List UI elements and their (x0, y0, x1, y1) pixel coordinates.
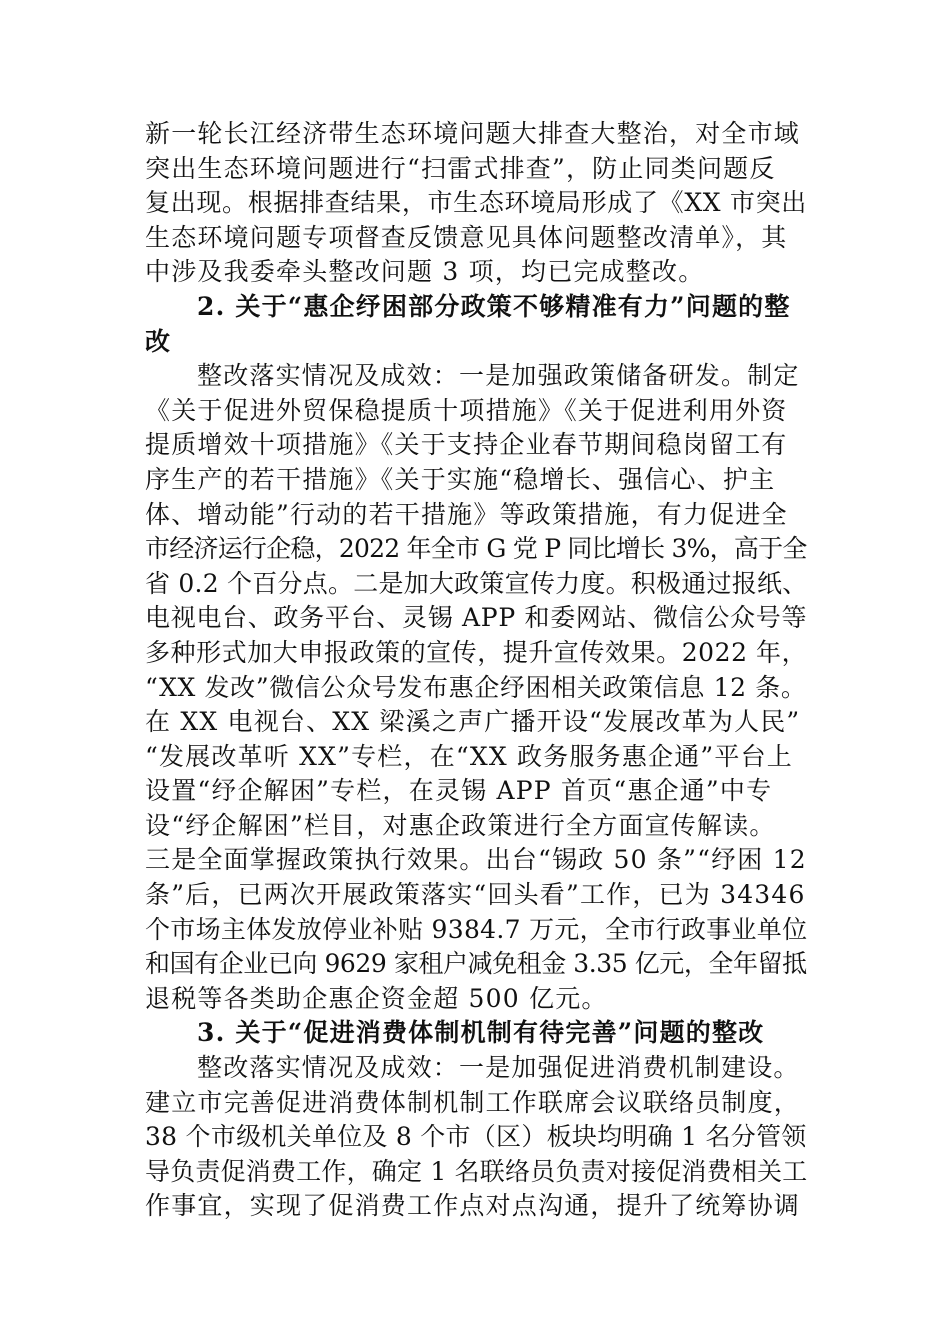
paragraph-line: 和国有企业已向 9629 家租户减免租金 3.35 亿元，全年留抵 (145, 949, 807, 979)
paragraph-line: 中涉及我委牵头整改问题 3 项，均已完成整改。 (145, 257, 705, 287)
paragraph-line: “发展改革听 XX”专栏，在“XX 政务服务惠企通”平台上 (145, 741, 794, 771)
paragraph-line: 导负责促消费工作，确定 1 名联络员负责对接促消费相关工 (145, 1156, 808, 1186)
section-heading-line: 2. 关于“惠企纾困部分政策不够精准有力”问题的整 (197, 291, 791, 321)
paragraph-line: 作事宜，实现了促消费工作点对点沟通，提升了统筹协调 (145, 1191, 801, 1221)
paragraph-line: 个市场主体发放停业补贴 9384.7 万元，全市行政事业单位 (145, 914, 808, 944)
paragraph-line: 建立市完善促进消费体制机制工作联席会议联络员制度， (145, 1087, 801, 1117)
paragraph-line: 在 XX 电视台、XX 梁溪之声广播开设“发展改革为人民” (145, 707, 801, 737)
paragraph-line: 序生产的若干措施》《关于实施“稳增长、强信心、护主 (145, 464, 776, 494)
paragraph-line: 提质增效十项措施》《关于支持企业春节期间稳岗留工有 (145, 430, 788, 460)
paragraph-line: “XX 发改”微信公众号发布惠企纾困相关政策信息 12 条。 (145, 672, 807, 702)
paragraph-line: 整改落实情况及成效：一是加强促进消费机制建设。 (197, 1053, 800, 1083)
paragraph-line: 电视电台、政务平台、灵锡 APP 和委网站、微信公众号等 (145, 603, 808, 633)
paragraph-line: 三是全面掌握政策执行效果。出台“锡政 50 条”“纾困 12 (145, 845, 807, 875)
paragraph-line: 条”后，已两次开展政策落实“回头看”工作，已为 34346 (145, 880, 806, 910)
paragraph-line: 设置“纾企解困”专栏，在灵锡 APP 首页“惠企通”中专 (145, 776, 773, 806)
paragraph-line: 38 个市级机关单位及 8 个市（区）板块均明确 1 名分管领 (145, 1122, 807, 1152)
paragraph-line: 体、增动能”行动的若干措施》等政策措施，有力促进全 (145, 499, 788, 529)
paragraph-line: 突出生态环境问题进行“扫雷式排查”，防止同类问题反 (145, 153, 776, 183)
paragraph-line: 复出现。根据排查结果，市生态环境局形成了《XX 市突出 (145, 188, 807, 218)
paragraph-line: 生态环境问题专项督查反馈意见具体问题整改清单》，其 (145, 222, 788, 252)
paragraph-line: 设“纾企解困”栏目，对惠企政策进行全方面宣传解读。 (145, 810, 776, 840)
paragraph-line: 多种形式加大申报政策的宣传，提升宣传效果。2022 年， (145, 637, 808, 667)
paragraph-line: 整改落实情况及成效：一是加强政策储备研发。制定 (197, 361, 800, 391)
section-heading-line: 改 (145, 326, 172, 356)
document-body (145, 117, 807, 1224)
section-heading-line: 3. 关于“促进消费体制机制有待完善”问题的整改 (197, 1018, 765, 1048)
paragraph-line: 市经济运行企稳，2022 年全市 G 党 P 同比增长 3%，高于全 (145, 534, 807, 564)
paragraph-line: 《关于促进外贸保稳提质十项措施》《关于促进利用外资 (145, 395, 788, 425)
paragraph-line: 省 0.2 个百分点。二是加大政策宣传力度。积极通过报纸、 (145, 568, 808, 598)
paragraph-line: 退税等各类助企惠企资金超 500 亿元。 (145, 983, 608, 1013)
paragraph-line: 新一轮长江经济带生态环境问题大排查大整治，对全市域 (145, 119, 801, 148)
